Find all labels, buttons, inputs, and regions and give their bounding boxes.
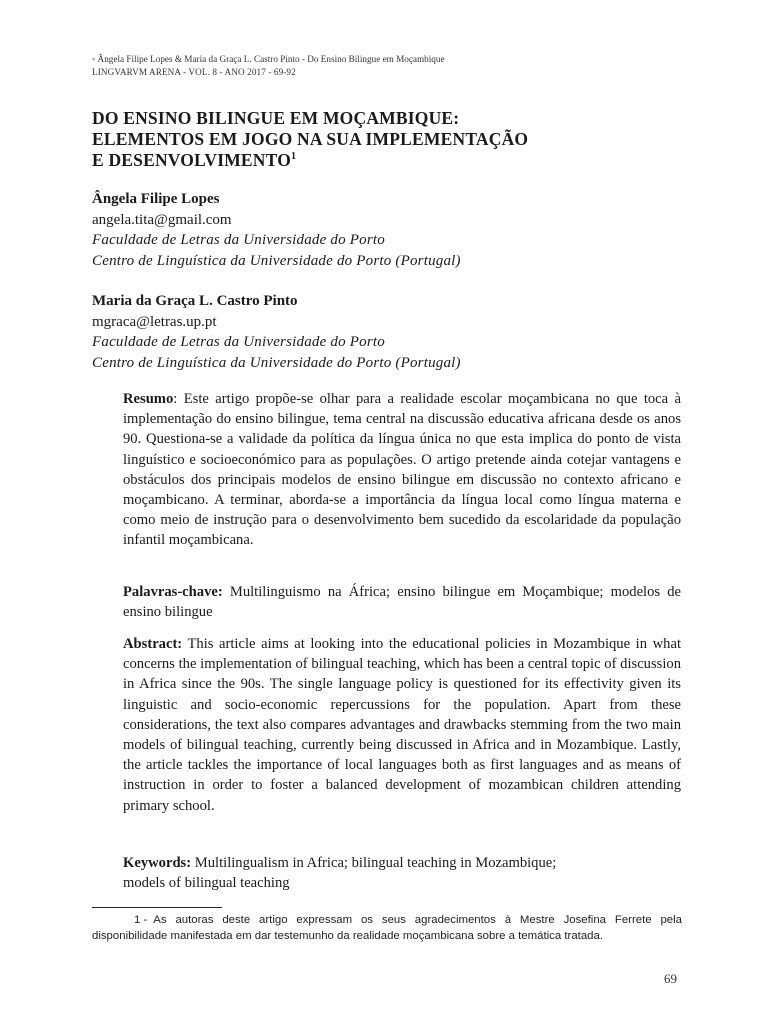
article-title [92,108,692,171]
abstract-paragraph [123,634,681,816]
author-name: Maria da Graça L. Castro Pinto [92,293,298,309]
title-line-2: ELEMENTOS EM JOGO NA SUA IMPLEMENTAÇÃO [92,129,529,149]
author-affiliation: Centro de Linguística da Universidade do Porto (Portugal) [92,354,461,371]
author-email[interactable]: angela.tita@gmail.com [92,211,232,228]
author-name: Ângela Filipe Lopes [92,191,220,207]
keywords-label: Keywords: [123,855,192,871]
author-affiliation: Faculdade de Letras da Universidade do Porto [92,232,385,248]
title-line-1: DO ENSINO BILINGUE EM MOÇAMBIQUE: [92,108,460,128]
author-affiliation: Centro de Linguística da Universidade do Porto (Portugal) [92,252,461,269]
abstract-text: This article aims at looking into the educational policies in Mozambique in what concerns the implementation of bilingual teaching, which has been a central topic of discussion in Africa since the 90s. The single language policy is questioned for its effectivity given its linguistic and socio-economic repercussions for the population. Apart from these considerations, the text also compares advantages and drawbacks stemming from the two main models of bilingual teaching, currently being discussed in Africa and in Mozambique. Lastly, the article tackles the importance of local languages both as first languages and as means of instruction in order to foster a balanced development of mozambican children attending primary school. [123,636,681,814]
author-email[interactable]: mgraca@letras.up.pt [92,313,217,330]
author-block-2 [92,291,692,373]
running-head-journal: LINGVARVM ARENA - VOL. 8 - ANO 2017 - 69-92 [92,67,296,77]
author-block-1 [92,189,692,271]
resumo-label: Resumo [123,391,174,407]
abstract-label: Abstract: [123,636,183,652]
keywords-text-1: Multilingualism in Africa; bilingual teaching in Mozambique; [191,855,557,871]
resumo-paragraph [123,389,681,551]
title-line-3 [92,150,692,171]
title-footnote-marker[interactable]: 1 [291,151,297,162]
keywords-paragraph [123,853,681,893]
running-head-authors-title: ◦ Ângela Filipe Lopes & Maria da Graça L. Castro Pinto - Do Ensino Bilingue em Moçambique [92,54,445,64]
page-number: 69 [664,971,677,986]
keywords-line-2: models of bilingual teaching [123,875,290,892]
palavras-chave-label: Palavras-chave: [123,584,223,600]
title-line-3-text: E DESENVOLVIMENTO [92,150,292,170]
running-head [92,53,445,79]
author-affiliation: Faculdade de Letras da Universidade do Porto [92,334,385,350]
footnote-text: As autoras deste artigo expressam os seus agradecimentos à Mestre Josefina Ferrete pela disponibilidade manifestada em dar testemunho da realidade moçambicana sobre a temática tratada. [92,914,682,942]
keywords-line-1 [123,853,681,873]
palavras-chave-text: Multilinguismo na África; ensino bilingue em Moçambique; modelos de ensino bilingue [123,584,681,621]
footnote-divider [92,907,222,908]
palavras-chave-paragraph [123,582,681,622]
footnote-number: 1 - [134,914,148,926]
resumo-text: : Este artigo propõe-se olhar para a realidade escolar moçambicana no que toca à implementação do ensino bilingue, tema central na discussão educativa africana desde os anos 90. Questiona-se a validade da política da língua única no que esta implica do ponto de vista linguístico e socioeconómico para as populações. O artigo pretende ainda cotejar vantagens e obstáculos dos principais modelos de ensino bilingue em discussão no contexto africano e moçambicano. A terminar, aborda-se a importância da língua local como língua materna e como meio de instrução para o desenvolvimento bem sucedido da escolaridade da população infantil moçambicana. [123,391,681,549]
footnote [92,912,682,944]
